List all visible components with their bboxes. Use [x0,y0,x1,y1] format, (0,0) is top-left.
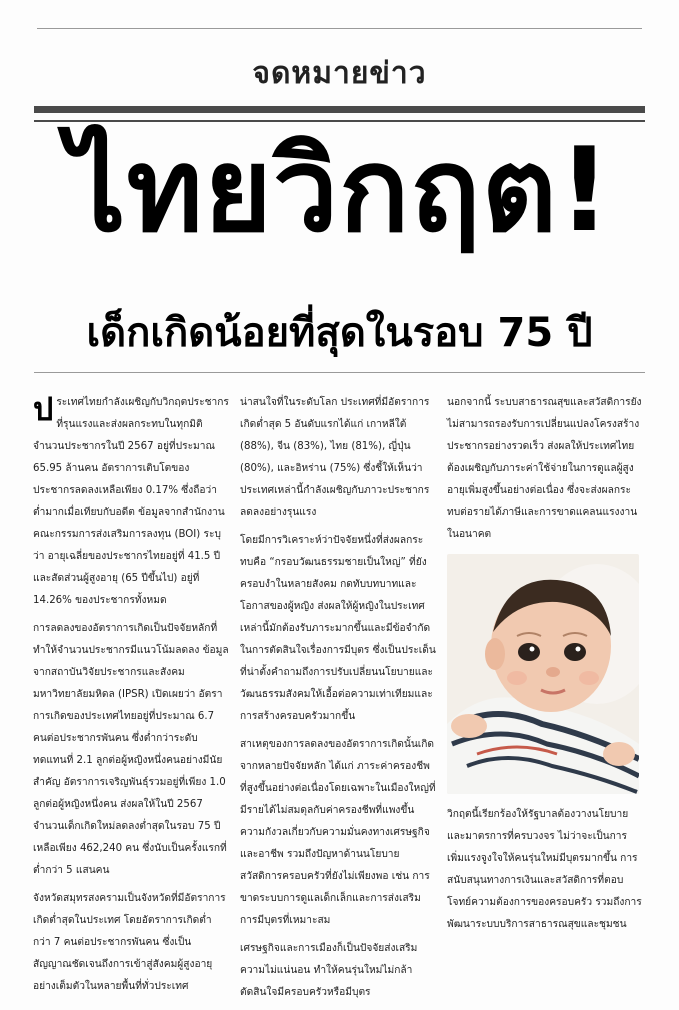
article-paragraph: นอกจากนี้ ระบบสาธารณสุขและสวัสดิการยังไม่สามารถรองรับการเปลี่ยนแปลงโครงสร้างประชากรอย่างรวดเร็ว ส่งผลให้ประเทศไทยต้องเผชิญกับภาระค่าใช้จ่ายในการดูแลผู้สูงอายุเพิ่มสูงขึ้นอย่างต่อเนื่อง ซึ่งจะส่งผลกระทบต่อรายได้ภาษีและการขาดแคลนแรงงานในอนาคต [447,397,642,540]
top-rule [37,28,642,29]
article-paragraph: จังหวัดสมุทรสงครามเป็นจังหวัดที่มีอัตราการเกิดต่ำสุดในประเทศ โดยอัตราการเกิดต่ำกว่า 7 คนต่อประชากรพันคน ซึ่งเป็นสัญญาณชัดเจนถึงการเข้าสู่สังคมผู้สูงอายุอย่างเต็มตัวในหลายพื้นที่ทั่วประเทศ [33,893,226,992]
headline: ไทยวิกฤต! [67,123,612,258]
article-column-1 [33,392,229,1004]
article-paragraph [33,392,229,612]
article-paragraph: การลดลงของอัตราการเกิดเป็นปัจจัยหลักที่ทำให้จำนวนประชากรมีแนวโน้มลดลง ข้อมูลจากสถาบันวิจัยประชากรและสังคม มหาวิทยาลัยมหิดล (IPSR) เปิดเผยว่า อัตราการเกิดของประเทศไทยอยู่ที่ประมาณ 6.7 คนต่อประชากรพันคน ซึ่งต่ำกว่าระดับทดแทนที่ 2.1 ลูกต่อผู้หญิงหนึ่งคนอย่างมีนัยสำคัญ อัตราการเจริญพันธุ์รวมอยู่ที่เพียง 1.0 ลูกต่อผู้หญิงหนึ่งคน ส่งผลให้ในปี 2567 จำนวนเด็กเกิดใหม่ลดลงต่ำสุดในรอบ 75 ปี เหลือเพียง 462,240 คน ซึ่งนับเป็นครั้งแรกที่ต่ำกว่า 5 แสนคน [33,623,229,876]
article-paragraph: โดยมีการวิเคราะห์ว่าปัจจัยหนึ่งที่ส่งผลกระทบคือ “กรอบวัฒนธรรมชายเป็นใหญ่” ที่ยังครอบงำในหลายสังคม กดทับบทบาทและโอกาสของผู้หญิง ส่งผลให้ผู้หญิงในประเทศเหล่านี้มักต้องรับภาระมากขึ้นและมีข้อจำกัดในการตัดสินใจเรื่องการมีบุตร ซึ่งเป็นประเด็นที่น่าตั้งคำถามถึงการปรับเปลี่ยนนโยบายและวัฒนธรรมสังคมให้เอื้อต่อความเท่าเทียมและการสร้างครอบครัวมากขึ้น [240,535,436,722]
baby-illustration [447,554,639,794]
article-column-3 [447,392,643,942]
article-paragraph: เศรษฐกิจและการเมืองก็เป็นปัจจัยส่งเสริมความไม่แน่นอน ทำให้คนรุ่นใหม่ไม่กล้าตัดสินใจมีครอบครัวหรือมีบุตร [240,943,418,998]
headline-rule [34,372,645,373]
article-column-2 [240,392,436,1010]
baby-photo [447,554,639,794]
article-paragraph: สาเหตุของการลดลงของอัตราการเกิดนั้นเกิดจากหลายปัจจัยหลัก ได้แก่ ภาระค่าครองชีพที่สูงขึ้นอย่างต่อเนื่องโดยเฉพาะในเมืองใหญ่ที่มีรายได้ไม่สมดุลกับค่าครองชีพที่แพงขึ้น ความกังวลเกี่ยวกับความมั่นคงทางเศรษฐกิจและอาชีพ รวมถึงปัญหาด้านนโยบายสวัสดิการครอบครัวที่ยังไม่เพียงพอ เช่น การขาดระบบการดูแลเด็กเล็กและการส่งเสริมการมีบุตรที่เหมาะสม [240,739,436,926]
subheadline: เด็กเกิดน้อยที่สุดในรอบ 75 ปี [86,310,593,356]
paragraph-text: ระเทศไทยกำลังเผชิญกับวิกฤตประชากรที่รุนแรงและส่งผลกระทบในทุกมิติ จำนวนประชากรในปี 2567 อยู่ที่ประมาณ 65.95 ล้านคน อัตราการเติบโตของประชากรลดลงเหลือเพียง 0.17% ซึ่งถือว่าต่ำมากเมื่อเทียบกับอดีต ข้อมูลจากสำนักงานคณะกรรมการส่งเสริมการลงทุน (BOI) ระบุว่า อายุเฉลี่ยของประชากรไทยอยู่ที่ 41.5 ปี และสัดส่วนผู้สูงอายุ (65 ปีขึ้นไป) อยู่ที่ 14.26% ของประชากรทั้งหมด [33,397,229,606]
dropcap: ป [33,390,54,428]
masthead-title: จดหมายข่าว [252,56,427,91]
masthead-thick-rule [34,106,645,113]
article-paragraph: น่าสนใจที่ในระดับโลก ประเทศที่มีอัตราการเกิดต่ำสุด 5 อันดับแรกได้แก่ เกาหลีใต้ (88%), จีน (83%), ไทย (81%), ญี่ปุ่น (80%), และอิหร่าน (75%) ซึ่งชี้ให้เห็นว่าประเทศเหล่านี้กำลังเผชิญกับภาวะประชากรลดลงอย่างรุนแรง [240,397,430,518]
article-paragraph: วิกฤตนี้เรียกร้องให้รัฐบาลต้องวางนโยบายและมาตรการที่ครบวงจร ไม่ว่าจะเป็นการเพิ่มแรงจูงใจให้คนรุ่นใหม่มีบุตรมากขึ้น การสนับสนุนทางการเงินและสวัสดิการที่ตอบโจทย์ความต้องการของครอบครัว รวมถึงการพัฒนาระบบบริการสาธารณสุขและชุมชน [447,809,642,930]
